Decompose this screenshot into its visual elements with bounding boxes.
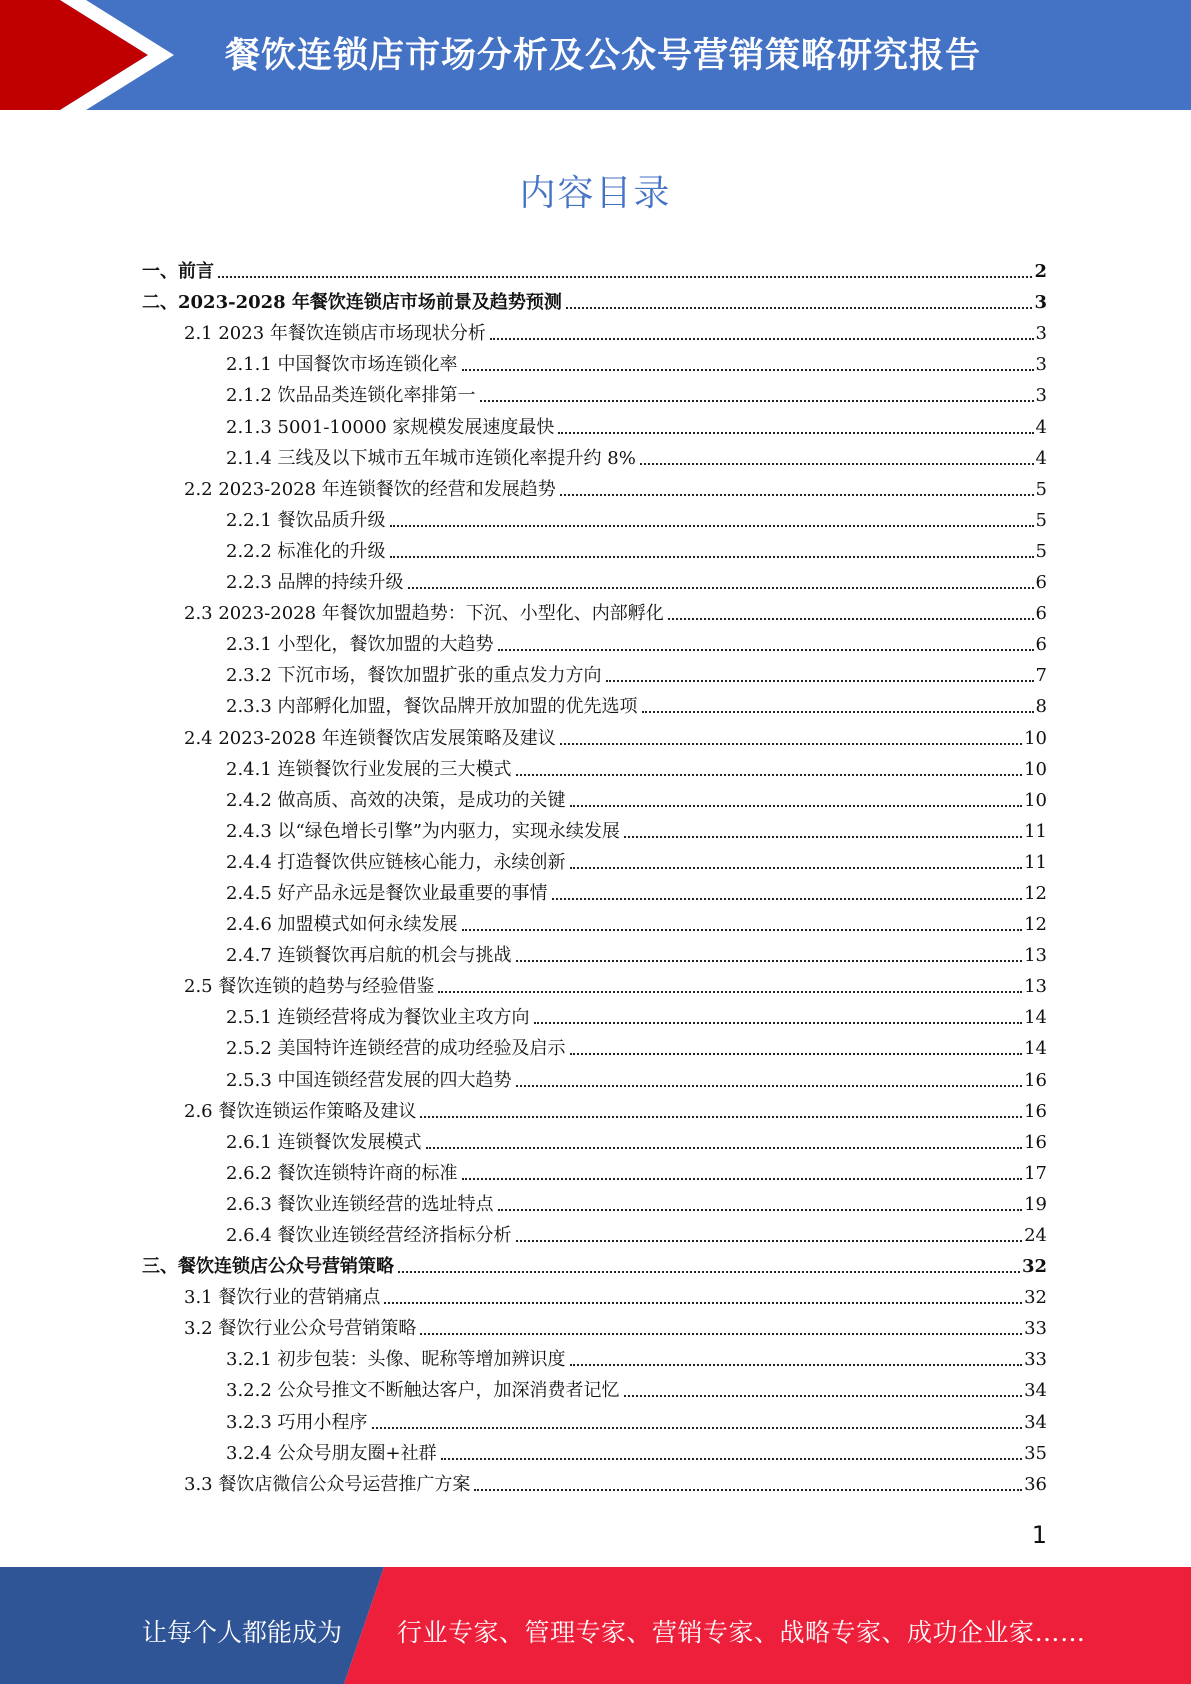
toc-entry-title: 2.5.2 美国特许连锁经营的成功经验及启示	[226, 1038, 566, 1060]
toc-entry[interactable]	[142, 1060, 1047, 1091]
toc-dot-leader	[218, 276, 1032, 278]
toc-entry-title: 2.1.1 中国餐饮市场连锁化率	[226, 354, 458, 376]
toc-entry-page: 12	[1024, 882, 1047, 904]
toc-entry-title: 2.4.1 连锁餐饮行业发展的三大模式	[226, 758, 512, 780]
toc-entry-page: 5	[1035, 509, 1047, 531]
toc-entry[interactable]	[142, 998, 1047, 1029]
toc-dot-leader	[420, 1116, 1022, 1118]
toc-dot-leader	[606, 680, 1034, 682]
toc-entry-page: 10	[1024, 758, 1047, 780]
toc-dot-leader	[558, 432, 1033, 434]
toc-dot-leader	[642, 711, 1034, 713]
toc-entry-page: 32	[1024, 1287, 1047, 1309]
toc-entry-page: 34	[1024, 1411, 1047, 1433]
toc-entry[interactable]	[142, 376, 1047, 407]
toc-entry-page: 6	[1035, 572, 1047, 594]
toc-entry[interactable]	[142, 750, 1047, 781]
toc-entry-page: 4	[1035, 447, 1047, 469]
toc-entry-page: 3	[1035, 385, 1047, 407]
toc-dot-leader	[426, 1147, 1023, 1149]
toc-entry-title: 2.1.2 饮品品类连锁化率排第一	[226, 385, 476, 407]
toc-entry-title: 2.6.2 餐饮连锁特许商的标准	[226, 1162, 458, 1184]
toc-dot-leader	[570, 805, 1023, 807]
toc-dot-leader	[516, 960, 1023, 962]
toc-entry-title: 3.2.1 初步包装：头像、昵称等增加辨识度	[226, 1349, 566, 1371]
toc-dot-leader	[474, 1489, 1022, 1491]
toc-entry-page: 10	[1024, 727, 1047, 749]
header-banner	[0, 0, 1191, 110]
footer-slogan-right: 行业专家、管理专家、营销专家、战略专家、成功企业家……	[397, 1618, 1086, 1647]
toc-entry-title: 2.5 餐饮连锁的趋势与经验借鉴	[184, 976, 435, 998]
toc-entry-page: 19	[1024, 1193, 1047, 1215]
toc-heading: 内容目录	[519, 173, 672, 214]
toc-entry-page: 6	[1035, 603, 1047, 625]
toc-entry[interactable]	[142, 687, 1047, 718]
toc-dot-leader	[441, 1458, 1022, 1460]
toc-entry[interactable]	[142, 967, 1047, 998]
toc-entry-title: 2.5.3 中国连锁经营发展的四大趋势	[226, 1069, 512, 1091]
toc-entry-title: 一、前言	[142, 261, 214, 283]
toc-entry[interactable]	[142, 1029, 1047, 1060]
toc-entry-page: 5	[1035, 540, 1047, 562]
toc-entry[interactable]	[142, 470, 1047, 501]
toc-entry-title: 2.6.1 连锁餐饮发展模式	[226, 1131, 422, 1153]
toc-entry[interactable]	[142, 1216, 1047, 1247]
toc-entry-title: 2.4 2023-2028 年连锁餐饮店发展策略及建议	[184, 727, 556, 749]
toc-entry-page: 2	[1034, 261, 1047, 283]
toc-entry-title: 三、餐饮连锁店公众号营销策略	[142, 1256, 394, 1278]
toc-entry-page: 16	[1024, 1131, 1047, 1153]
toc-entry[interactable]	[142, 283, 1047, 314]
toc-entry[interactable]	[142, 625, 1047, 656]
toc-entry-title: 3.2.4 公众号朋友圈+社群	[226, 1442, 437, 1464]
toc-entry[interactable]	[142, 563, 1047, 594]
toc-entry-page: 32	[1021, 1256, 1047, 1278]
toc-entry-title: 3.2.2 公众号推文不断触达客户，加深消费者记忆	[226, 1380, 620, 1402]
toc-entry[interactable]	[142, 314, 1047, 345]
toc-entry[interactable]	[142, 1092, 1047, 1123]
toc-entry[interactable]	[142, 1309, 1047, 1340]
toc-entry-title: 2.2.1 餐饮品质升级	[226, 509, 386, 531]
toc-entry-title: 2.4.4 打造餐饮供应链核心能力，永续创新	[226, 851, 566, 873]
toc-entry-page: 6	[1035, 634, 1047, 656]
toc-entry-title: 2.1.4 三线及以下城市五年城市连锁化率提升约 8%	[226, 447, 636, 469]
toc-entry[interactable]	[142, 345, 1047, 376]
toc-entry-page: 24	[1024, 1225, 1047, 1246]
toc-entry[interactable]	[142, 594, 1047, 625]
toc-entry-page: 35	[1024, 1442, 1047, 1464]
toc-entry-title: 2.2.3 品牌的持续升级	[226, 572, 404, 594]
toc-entry[interactable]	[142, 1465, 1047, 1496]
toc-entry-title: 2.3 2023-2028 年餐饮加盟趋势：下沉、小型化、内部孵化	[184, 603, 664, 625]
toc-entry-title: 2.4.2 做高质、高效的决策，是成功的关键	[226, 789, 566, 811]
toc-entry-page: 17	[1024, 1162, 1047, 1184]
footer-banner	[0, 1567, 1191, 1684]
toc-entry-page: 12	[1024, 914, 1047, 936]
toc-entry-page: 8	[1035, 696, 1047, 718]
toc-dot-leader	[534, 1022, 1023, 1024]
toc-entry[interactable]	[142, 252, 1047, 283]
toc-dot-leader	[552, 898, 1023, 900]
toc-entry-title: 2.3.1 小型化，餐饮加盟的大趋势	[226, 634, 494, 656]
toc-entry-title: 3.2 餐饮行业公众号营销策略	[184, 1318, 417, 1340]
toc-entry[interactable]	[142, 843, 1047, 874]
toc-entry-page: 3	[1034, 292, 1047, 314]
toc-entry-page: 11	[1024, 820, 1047, 842]
toc-entry-page: 11	[1024, 851, 1047, 873]
toc-entry-page: 10	[1024, 789, 1047, 811]
toc-dot-leader	[438, 991, 1022, 993]
toc-entry[interactable]	[142, 781, 1047, 812]
toc-entry-page: 3	[1035, 323, 1047, 345]
toc-entry[interactable]	[142, 656, 1047, 687]
toc-entry[interactable]	[142, 1247, 1047, 1278]
toc-dot-leader	[570, 867, 1023, 869]
table-of-contents	[142, 252, 1047, 1496]
toc-dot-leader	[390, 525, 1034, 527]
toc-entry-page: 5	[1035, 478, 1047, 500]
toc-entry-title: 2.1 2023 年餐饮连锁店市场现状分析	[184, 323, 486, 345]
toc-entry-page: 13	[1024, 976, 1047, 998]
toc-entry-page: 7	[1035, 665, 1047, 687]
toc-entry-title: 2.2 2023-2028 年连锁餐饮的经营和发展趋势	[184, 478, 556, 500]
toc-dot-leader	[640, 463, 1034, 465]
toc-entry[interactable]	[142, 1123, 1047, 1154]
toc-entry-title: 3.1 餐饮行业的营销痛点	[184, 1287, 381, 1309]
toc-dot-leader	[560, 494, 1034, 496]
toc-entry-title: 2.4.6 加盟模式如何永续发展	[226, 914, 458, 936]
toc-entry-title: 3.2.3 巧用小程序	[226, 1411, 368, 1433]
toc-dot-leader	[516, 1240, 1023, 1242]
toc-dot-leader	[384, 1302, 1022, 1304]
toc-entry[interactable]	[142, 1402, 1047, 1433]
toc-dot-leader	[462, 929, 1023, 931]
toc-dot-leader	[570, 1364, 1023, 1366]
toc-entry-page: 33	[1024, 1349, 1047, 1371]
toc-entry-page: 34	[1024, 1380, 1047, 1402]
toc-dot-leader	[516, 1085, 1023, 1087]
toc-dot-leader	[624, 1395, 1023, 1397]
toc-entry[interactable]	[142, 1434, 1047, 1465]
toc-dot-leader	[498, 649, 1034, 651]
toc-entry-title: 3.3 餐饮店微信公众号运营推广方案	[184, 1473, 471, 1495]
toc-entry-page: 36	[1024, 1473, 1047, 1495]
toc-dot-leader	[420, 1333, 1022, 1335]
toc-entry-title: 2.1.3 5001-10000 家规模发展速度最快	[226, 416, 555, 438]
toc-entry-title: 2.3.2 下沉市场，餐饮加盟扩张的重点发力方向	[226, 665, 602, 687]
page-number: 1	[1031, 1521, 1047, 1549]
toc-dot-leader	[560, 743, 1022, 745]
toc-entry[interactable]	[142, 1154, 1047, 1185]
toc-entry-title: 2.5.1 连锁经营将成为餐饮业主攻方向	[226, 1007, 530, 1029]
toc-dot-leader	[624, 836, 1022, 838]
toc-entry-title: 2.3.3 内部孵化加盟，餐饮品牌开放加盟的优先选项	[226, 696, 638, 718]
toc-entry[interactable]	[142, 439, 1047, 470]
toc-entry-page: 14	[1024, 1038, 1047, 1060]
report-title: 餐饮连锁店市场分析及公众号营销策略研究报告	[225, 36, 982, 76]
toc-entry-page: 33	[1024, 1318, 1047, 1340]
toc-entry[interactable]	[142, 936, 1047, 967]
toc-dot-leader	[462, 1178, 1023, 1180]
toc-entry[interactable]	[142, 905, 1047, 936]
toc-entry-page: 16	[1024, 1100, 1047, 1122]
toc-dot-leader	[516, 774, 1023, 776]
toc-entry-title: 二、2023-2028 年餐饮连锁店市场前景及趋势预测	[142, 292, 562, 314]
toc-entry-page: 3	[1035, 354, 1047, 376]
toc-dot-leader	[480, 400, 1034, 402]
toc-dot-leader	[668, 618, 1034, 620]
toc-dot-leader	[570, 1053, 1023, 1055]
toc-entry[interactable]	[142, 1371, 1047, 1402]
toc-dot-leader	[490, 338, 1034, 340]
toc-dot-leader	[372, 1427, 1023, 1429]
toc-entry-title: 2.6.3 餐饮业连锁经营的选址特点	[226, 1193, 494, 1215]
toc-entry[interactable]	[142, 532, 1047, 563]
toc-dot-leader	[398, 1271, 1020, 1273]
toc-entry-title: 2.4.3 以“绿色增长引擎”为内驱力，实现永续发展	[226, 820, 620, 842]
toc-entry[interactable]	[142, 1340, 1047, 1371]
toc-dot-leader	[390, 556, 1034, 558]
toc-dot-leader	[462, 369, 1034, 371]
toc-entry-title: 2.2.2 标准化的升级	[226, 540, 386, 562]
toc-entry-page: 14	[1024, 1007, 1047, 1029]
toc-dot-leader	[566, 307, 1033, 309]
toc-entry[interactable]	[142, 812, 1047, 843]
toc-entry-title: 2.4.7 连锁餐饮再启航的机会与挑战	[226, 945, 512, 967]
toc-entry-title: 2.4.5 好产品永远是餐饮业最重要的事情	[226, 882, 548, 904]
footer-slogan-left: 让每个人都能成为	[142, 1618, 343, 1647]
toc-entry[interactable]	[142, 407, 1047, 438]
toc-entry-page: 16	[1024, 1069, 1047, 1091]
toc-entry-title: 2.6.4 餐饮业连锁经营经济指标分析	[226, 1225, 512, 1246]
toc-entry[interactable]	[142, 1185, 1047, 1216]
toc-entry-title: 2.6 餐饮连锁运作策略及建议	[184, 1100, 417, 1122]
toc-dot-leader	[498, 1209, 1023, 1211]
toc-entry-page: 13	[1024, 945, 1047, 967]
toc-entry-page: 4	[1035, 416, 1047, 438]
toc-entry[interactable]	[142, 501, 1047, 532]
toc-entry[interactable]	[142, 1278, 1047, 1309]
toc-entry[interactable]	[142, 874, 1047, 905]
toc-entry[interactable]	[142, 718, 1047, 749]
toc-dot-leader	[408, 587, 1034, 589]
